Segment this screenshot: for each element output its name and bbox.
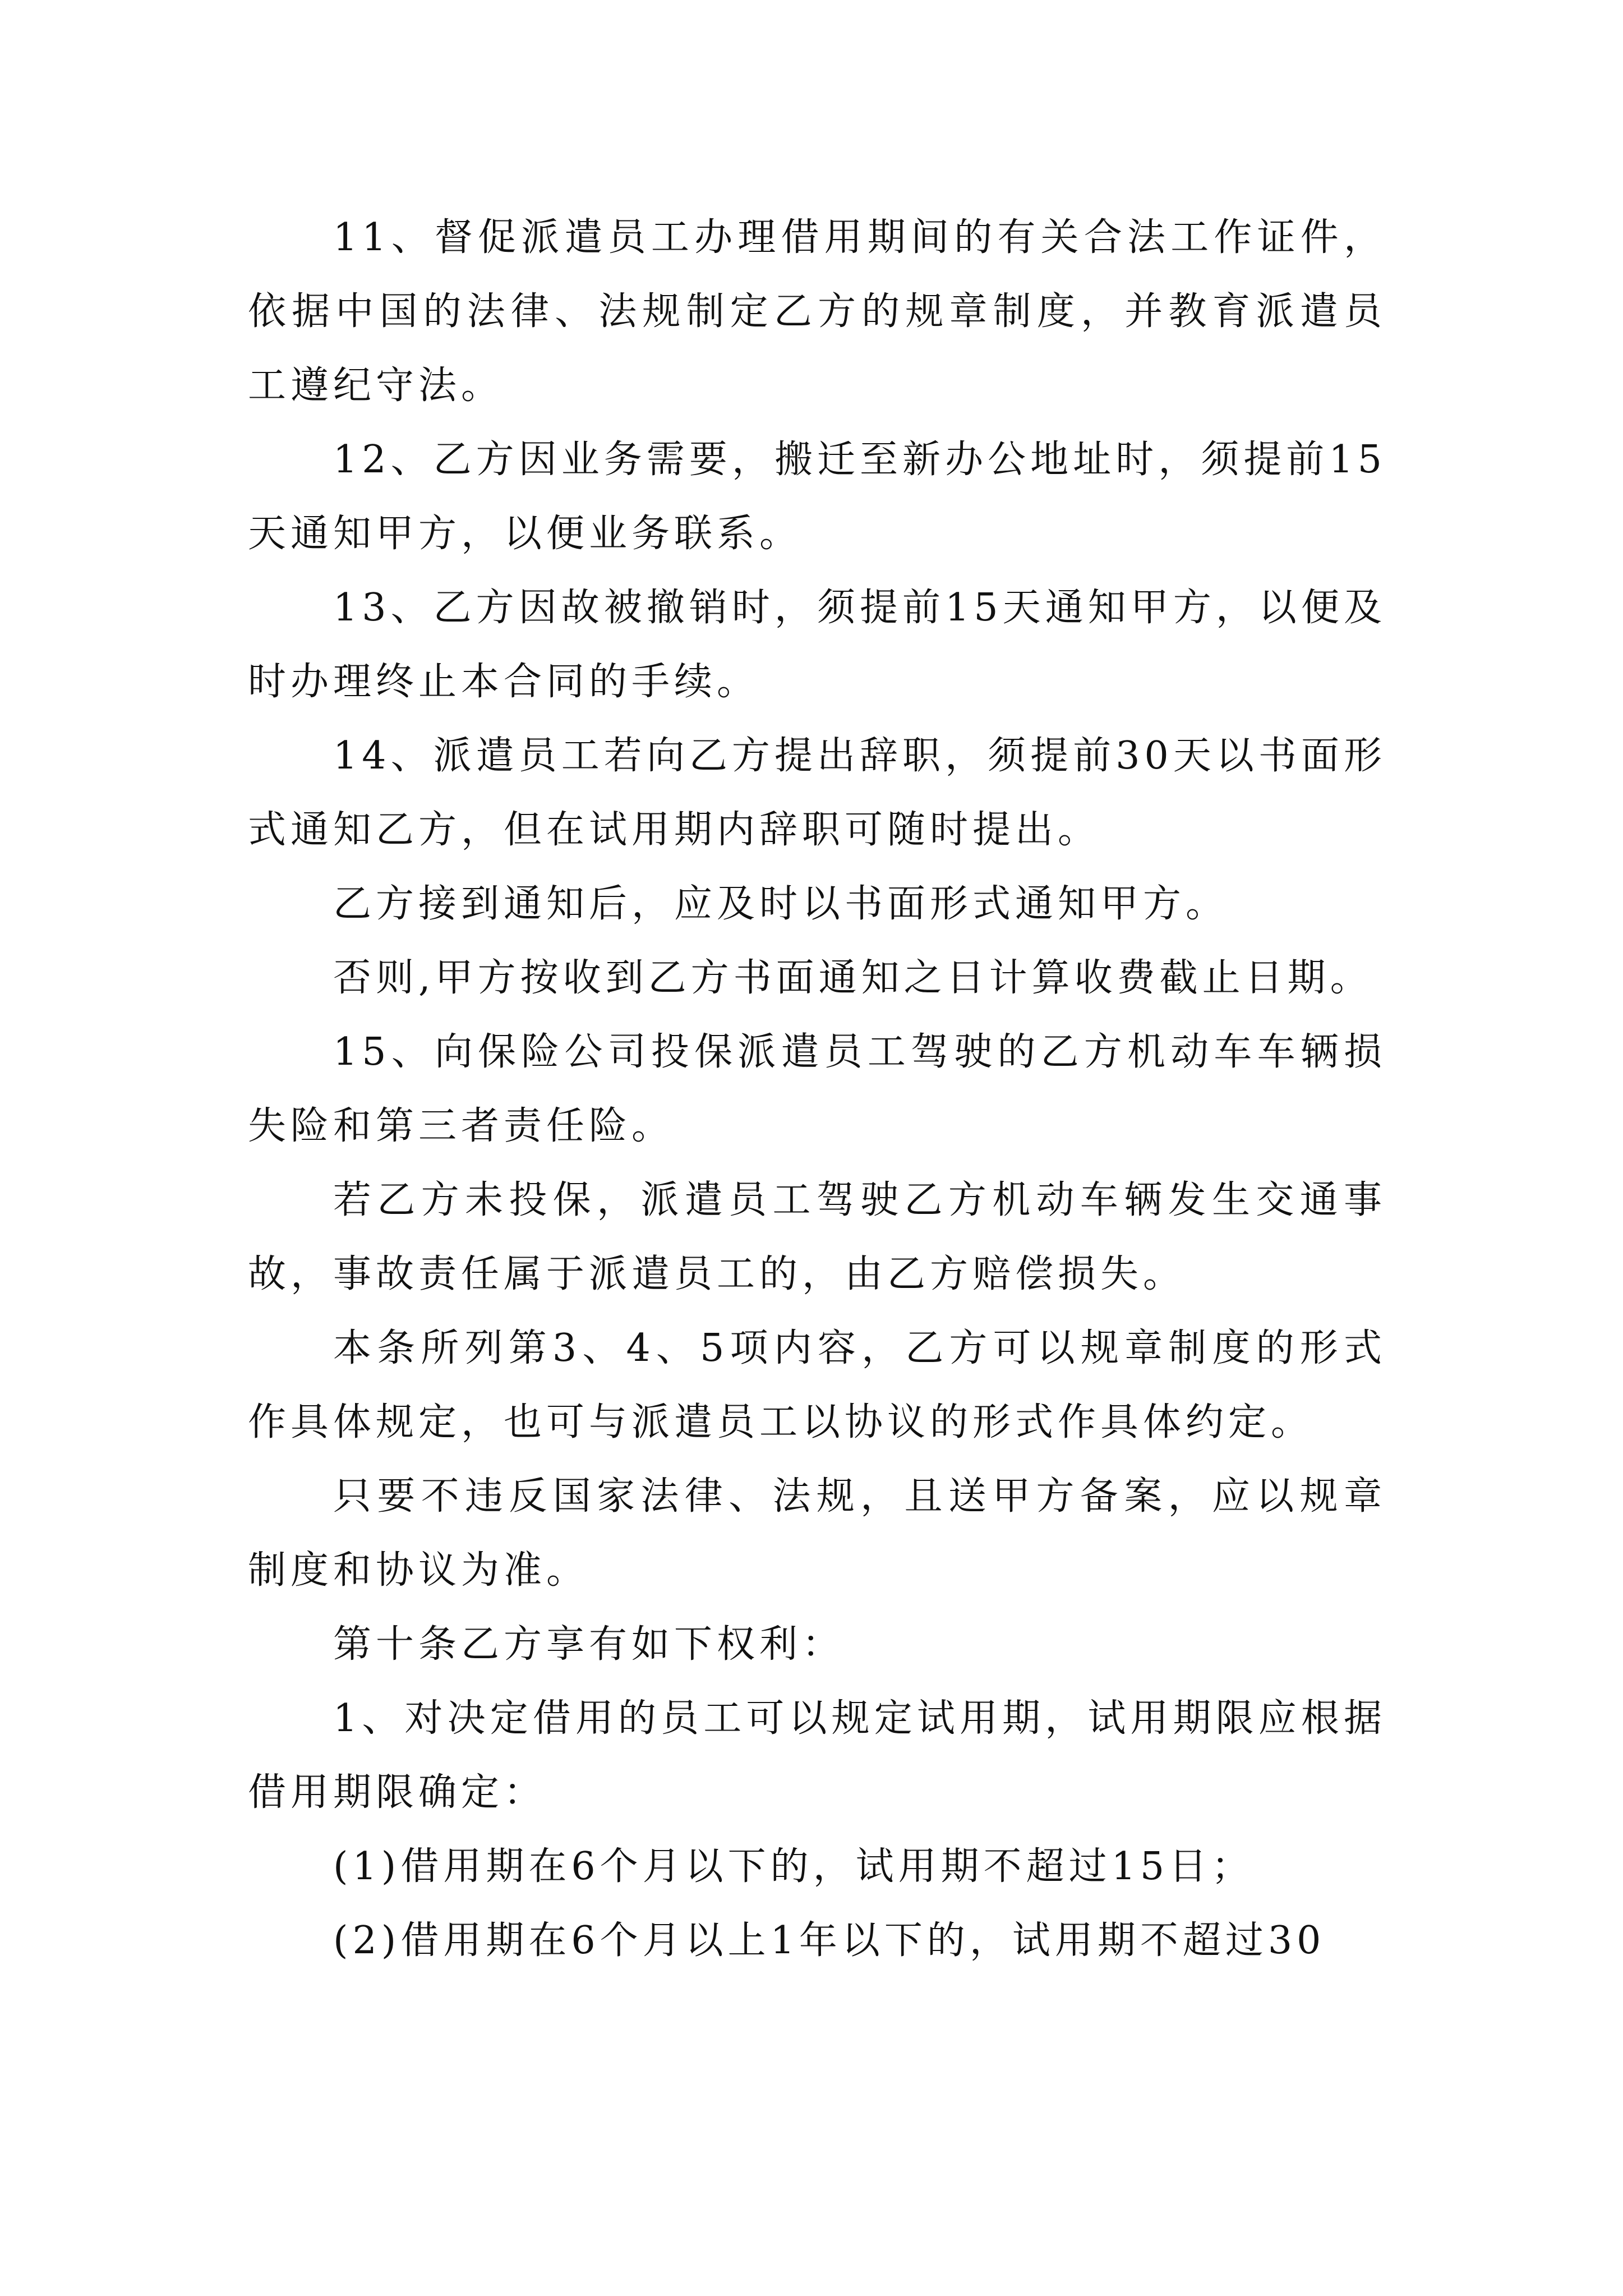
article-10-heading: 第十条乙方享有如下权利：	[333, 1622, 845, 1667]
paragraph-fee-cutoff: 否则,甲方按收到乙方书面通知之日计算收费截止日期。	[333, 956, 1373, 1000]
paragraph-legal-compliance: 只要不违反国家法律、法规，且送甲方备案，应以规章制度和协议为准。	[248, 1474, 1386, 1593]
paragraph-item-13: 13、乙方因故被撤销时，须提前15天通知甲方，以便及时办理终止本合同的手续。	[248, 586, 1386, 704]
paragraph-item-15: 15、向保险公司投保派遣员工驾驶的乙方机动车车辆损失险和第三者责任险。	[248, 1030, 1386, 1148]
paragraph-item-12: 12、乙方因业务需要，搬迁至新办公地址时，须提前15天通知甲方，以便业务联系。	[248, 438, 1386, 556]
paragraph-notice-handling: 乙方接到通知后，应及时以书面形式通知甲方。	[333, 882, 1229, 926]
paragraph-rights-item-1: 1、对决定借用的员工可以规定试用期，试用期限应根据借用期限确定：	[248, 1696, 1386, 1815]
document-body	[248, 201, 1386, 1978]
paragraph-item-11: 11、督促派遣员工办理借用期间的有关合法工作证件，依据中国的法律、法规制定乙方的规章制度，并教育派遣员工遵纪守法。	[248, 215, 1386, 408]
paragraph-uninsured-liability: 若乙方未投保，派遣员工驾驶乙方机动车辆发生交通事故，事故责任属于派遣员工的，由乙方赔偿损失。	[248, 1178, 1386, 1296]
paragraph-item-14: 14、派遣员工若向乙方提出辞职，须提前30天以书面形式通知乙方，但在试用期内辞职可随时提出。	[248, 734, 1386, 852]
paragraph-probation-sub-1: (1)借用期在6个月以下的，试用期不超过15日；	[333, 1844, 1255, 1889]
paragraph-rules-agreement: 本条所列第3、4、5项内容，乙方可以规章制度的形式作具体规定，也可与派遣员工以协议的形式作具体约定。	[248, 1326, 1386, 1444]
paragraph-probation-sub-2: (2)借用期在6个月以上1年以下的，试用期不超过30	[333, 1918, 1326, 1963]
